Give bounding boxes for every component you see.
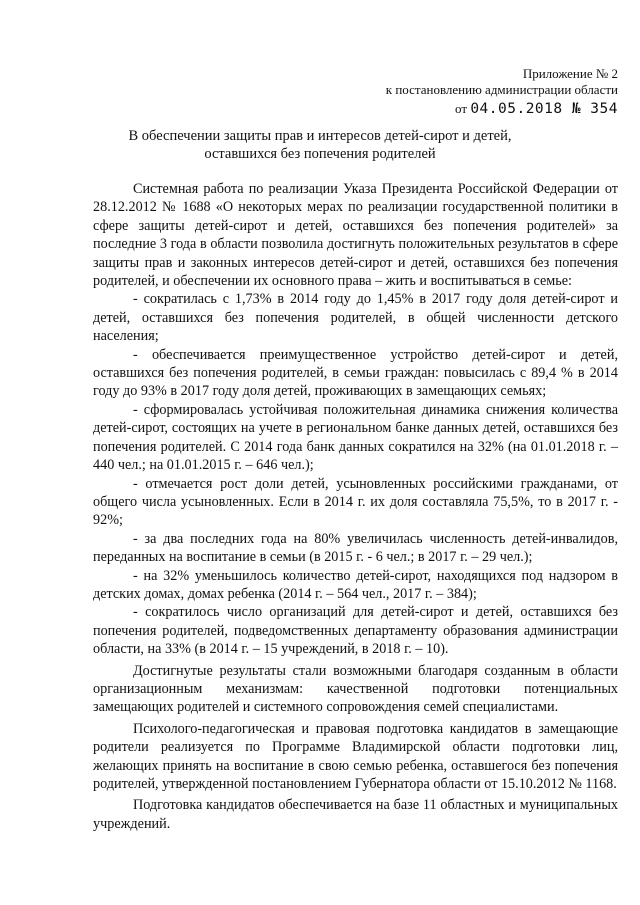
title-line-2: оставшихся без попечения родителей (204, 146, 436, 162)
list-item: - сократилась с 1,73% в 2014 году до 1,45% в 2017 году доля детей-сирот и детей, оставшихся без попечения родителей, в общей численности детского населения; (93, 291, 618, 345)
document-title (60, 127, 580, 163)
title-line-1: В обеспечении защиты прав и интересов детей-сирот и детей, (128, 128, 512, 144)
list-item: - сформировалась устойчивая положительная динамика снижения количества детей-сирот, состоящих на учете в региональном банке данных детей, оставшихся без попечения родителей. С 2014 года банк данных сократился на 32% (на 01.01.2018 г. – 440 чел.; на 01.01.2015 г. – 646 чел.); (93, 401, 618, 474)
list-item: - на 32% уменьшилось количество детей-сирот, находящихся под надзором в детских домах, домах ребенка (2014 г. – 564 чел., 2017 г. – 384); (93, 567, 618, 602)
paragraph-training: Психолого-педагогическая и правовая подготовка кандидатов в замещающие родители реализуется по Программе Владимирской области подготовки лиц, желающих принять на воспитание в свою семью ребенка, оставшегося без попечения родителей, утвержденной постановлением Губернатора области от 15.10.2012 № 1168. (93, 720, 618, 792)
decree-date-line (358, 101, 618, 117)
paragraph-institutions: Подготовка кандидатов обеспечивается на базе 11 областных и муниципальных учреждений. (93, 797, 618, 832)
date-prefix: от (455, 101, 468, 116)
appendix-header (358, 66, 618, 117)
document-body (93, 180, 618, 833)
list-item: - за два последних года на 80% увеличилась численность детей-инвалидов, переданных на воспитание в семьи (в 2015 г. - 6 чел.; в 2017 г. – 29 чел.); (93, 530, 618, 566)
list-item: - сократилось число организаций для детей-сирот и детей, оставшихся без попечения родителей, подведомственных департаменту образования администрации области, на 33% (в 2014 г. – 15 учреждений, в 2018 г. – 10). (93, 604, 618, 658)
appendix-reference: к постановлению администрации области (385, 82, 618, 97)
paragraph-results: Достигнутые результаты стали возможными благодаря созданным в области организационным механизмам: качественной подготовки потенциальных замещающих родителей и системного сопровождения семей специалистами. (93, 662, 618, 716)
list-item: - обеспечивается преимущественное устройство детей-сирот и детей, оставшихся без попечения родителей, в семьи граждан: повысилась с 89,4 % в 2014 году до 93% в 2017 году доля детей, проживающих в замещающих семьях; (93, 346, 618, 400)
paragraph-intro: Системная работа по реализации Указа Президента Российской Федерации от 28.12.2012 № 1688 «О некоторых мерах по реализации государственной политики в сфере защиты детей-сирот и детей, оставшихся без попечения родителей» за последние 3 года в области позволила достигнуть положительных результатов в сфере защиты прав и законных интересов детей-сирот и детей, оставшихся без попечения родителей, и обеспечении их основного права – жить и воспитываться в семье: (93, 181, 618, 290)
appendix-number: Приложение № 2 (522, 66, 618, 81)
date-stamp: 04.05.2018 № 354 (470, 101, 618, 117)
list-item: - отмечается рост доли детей, усыновленных российскими гражданами, от общего числа усыновленных. Если в 2014 г. их доля составляла 75,5%, то в 2017 г. - 92%; (93, 475, 618, 529)
